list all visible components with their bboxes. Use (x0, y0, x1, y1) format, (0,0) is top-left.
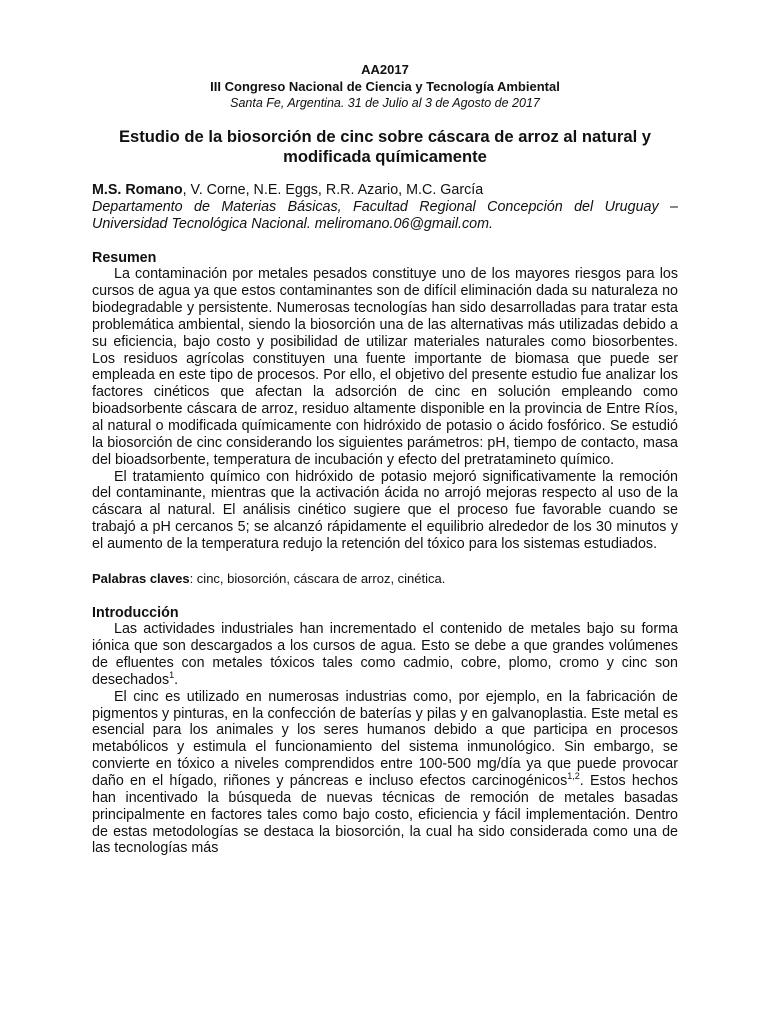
citation-ref: 1,2 (567, 771, 580, 781)
intro-p2-end: . Estos hechos han incentivado la búsqueda de nuevas técnicas de remoción de metales basadas principalmente en factores tales como bajo costo, eficiencia y fácil implementación. Dentro de estas metodologías se destaca la biosorción, la cual ha sido considerada como una de las tecnologías más (92, 773, 679, 857)
conference-place-dates: Santa Fe, Argentina. 31 de Julio al 3 de Agosto de 2017 (230, 96, 540, 110)
intro-p1-text: Las actividades industriales han incrementado el contenido de metales bajo su forma iónica que son descargados a los cursos de agua. Esto se debe a que grandes volúmenes de efluentes con metales tóxicos tales como cadmio, cobre, plomo, cromo y cinc son desechados (92, 621, 678, 688)
affiliation-line-1: Departamento de Materias Básicas, Facultad Regional Concepción del Uruguay – (92, 198, 678, 215)
abstract-heading: Resumen (92, 249, 157, 266)
keywords-line (92, 571, 678, 588)
co-authors: , V. Corne, N.E. Eggs, R.R. Azario, M.C. García (182, 182, 484, 198)
author-list (92, 182, 678, 199)
introduction-heading: Introducción (92, 604, 179, 621)
citation-ref: 1 (169, 669, 175, 680)
abstract-paragraph-2: El tratamiento químico con hidróxido de potasio mejoró significativamente la remoción del contaminante, mientras que la activación ácida no arrojó mejoras respecto al uso de la cáscara al natural. El análisis cinético sugiere que el proceso fue favorable cuando se trabajó a pH cercanos 5; se alcanzó rápidamente el equilibrio alrededor de los 30 minutos y el aumento de la temperatura redujo la retención del tóxico para los sistemas estudiados. (92, 468, 678, 552)
introduction-paragraph-1 (92, 621, 678, 688)
introduction-paragraph-2 (92, 689, 678, 857)
first-author: M.S. Romano (92, 182, 183, 198)
conference-code: AA2017 (361, 62, 409, 77)
intro-p2-text: El cinc es utilizado en numerosas industrias como, por ejemplo, en la fabricación de pigmentos y pinturas, en la confección de baterías y pilas y en galvanoplastia. Este metal es esencial para los animales y los seres humanos debido a que participa en procesos metabólicos y estimula el funcionamiento del sistema inmunológico. Sin embargo, se convierte en tóxico a niveles comprendidos entre 100-500 mg/día ya que puede provocar daño en el hígado, riñones y páncreas e incluso efectos carcinogénicos (92, 688, 678, 789)
paper-title: Estudio de la biosorción de cinc sobre cáscara de arroz al natural y modificada químicamente (118, 127, 652, 166)
conference-name: III Congreso Nacional de Ciencia y Tecnología Ambiental (210, 79, 560, 94)
intro-p1-end: . (174, 671, 179, 688)
paper-page (92, 62, 678, 857)
affiliation-line-2: Universidad Tecnológica Nacional. meliromano.06@gmail.com. (92, 215, 493, 232)
abstract-paragraph-1: La contaminación por metales pesados constituye uno de los mayores riesgos para los cursos de agua ya que estos contaminantes son de difícil eliminación dada su naturaleza no biodegradable y persistente. Numerosas tecnologías han sido desarrolladas para tratar esta problemática ambiental, siendo la biosorción una de las alternativas más utilizadas debido a su eficiencia, bajo costo y posibilidad de utilizar materiales naturales como biosorbentes. Los residuos agrícolas constituyen una fuente importante de biomasa que puede ser empleada en este tipo de procesos. Por ello, el objetivo del presente estudio fue analizar los factores cinéticos que afectan la adsorción de cinc en solución empleando como bioadsorbente cáscara de arroz, residuo altamente disponible en la provincia de Entre Ríos, al natural o modificada químicamente con hidróxido de potasio o ácido fosfórico. Se estudió la biosorción de cinc considerando los siguientes parámetros: pH, tiempo de contacto, masa del bioadsorbente, temperatura de incubación y efecto del pretratamineto químico. (92, 266, 678, 468)
keywords-label: Palabras claves (92, 570, 190, 586)
keywords-text: : cinc, biosorción, cáscara de arroz, cinética. (189, 570, 446, 586)
